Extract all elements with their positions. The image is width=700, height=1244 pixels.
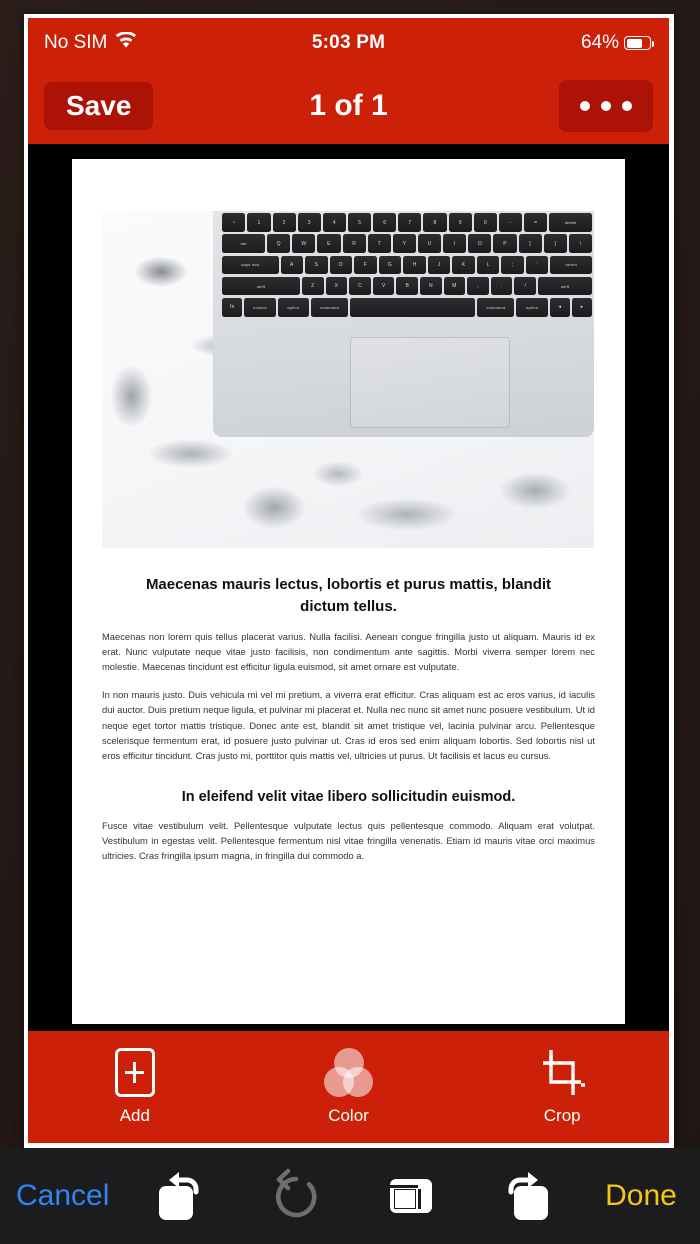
reset-rotation-icon <box>270 1167 322 1226</box>
color-filter-icon <box>324 1048 373 1097</box>
keyboard-row <box>222 277 592 296</box>
key: L <box>477 256 500 275</box>
key: K <box>452 256 475 275</box>
keyboard-row <box>222 213 592 232</box>
key: shift <box>538 277 592 296</box>
keyboard-row <box>222 234 592 253</box>
keyboard-row <box>222 256 592 275</box>
ellipsis-icon-dot <box>622 101 632 111</box>
key: 7 <box>398 213 421 232</box>
document-paragraph-1: Maecenas non lorem quis tellus placerat varius. Nulla facilisi. Aenean congue fringilla justo ut aliquam. Mauris id ex erat. Nunc vulputate neque vitae justo facilisis, non condimentum ante sagittis. Morbi viverra semper lorem nec molestie. Maecenas tincidunt est efficitur ligula euismod, sit amet ornare est vulputate. <box>102 630 595 672</box>
key: 2 <box>273 213 296 232</box>
rotate-left-button[interactable] <box>138 1161 224 1231</box>
page-counter-title: 1 of 1 <box>309 89 388 122</box>
key: P <box>493 234 516 253</box>
key: ▸ <box>572 298 592 317</box>
ellipsis-icon-dot <box>601 101 611 111</box>
key: return <box>550 256 592 275</box>
key: 4 <box>323 213 346 232</box>
crop-icon <box>539 1048 585 1097</box>
key: fn <box>222 298 242 317</box>
scanner-app-window <box>28 18 669 1143</box>
key: 6 <box>373 213 396 232</box>
key: command <box>311 298 348 317</box>
rotate-left-icon <box>153 1166 209 1227</box>
keyboard-row <box>222 298 592 317</box>
document-heading-2: In eleifend velit vitae libero sollicitudin euismod. <box>181 789 516 806</box>
done-label: Done <box>605 1179 677 1212</box>
status-bar <box>28 18 669 68</box>
status-bar-left <box>44 32 137 55</box>
key: H <box>403 256 426 275</box>
split-layout-icon <box>385 1169 437 1224</box>
key: ] <box>544 234 567 253</box>
key: 1 <box>247 213 270 232</box>
ellipsis-icon-dot <box>580 101 590 111</box>
cancel-button[interactable] <box>16 1161 109 1231</box>
document-paragraph-2: In non mauris justo. Duis vehicula mi vel mi pretium, a viverra erat efficitur. Cras aliquam est ac eros varius, id iaculis dui auctor. Duis pretium neque ligula, et pulvinar mi placerat et. Nulla nec nunc sit amet nunc posuere vestibulum. Ut id neque eget tortor mattis tristique. Donec ante est, blandit sit amet tristique vel, lacinia pulvinar arcu. Pellentesque scelerisque fermentum erat, id posuere justo pulvinar ut. Cras id eros sed enim aliquam lobortis. Sed lobortis nisl ut eros efficitur tincidunt. Cras justo mi, porttitor quis mattis vel, ultricies ut purus. Ut facilisis et lacus eu cursus. <box>102 689 595 762</box>
key: D <box>330 256 353 275</box>
key <box>350 298 475 317</box>
key: E <box>317 234 340 253</box>
document-heading-1: Maecenas mauris lectus, lobortis et purus mattis, blandit dictum tellus. <box>145 576 552 615</box>
reset-rotation-button[interactable] <box>253 1161 339 1231</box>
laptop-body <box>213 211 594 437</box>
key: delete <box>549 213 592 232</box>
battery-percent-label: 64% <box>580 32 619 53</box>
key: G <box>379 256 402 275</box>
key: ~ <box>222 213 245 232</box>
rotate-right-button[interactable] <box>483 1161 569 1231</box>
key: ; <box>501 256 524 275</box>
trackpad <box>350 337 510 427</box>
key: X <box>326 277 348 296</box>
key: control <box>244 298 275 317</box>
system-bottom-bar <box>0 1148 700 1244</box>
key: = <box>524 213 547 232</box>
key: 0 <box>474 213 497 232</box>
color-label: Color <box>328 1106 369 1125</box>
key: \ <box>569 234 592 253</box>
key: N <box>420 277 442 296</box>
key: Q <box>267 234 290 253</box>
key: F <box>354 256 377 275</box>
more-options-button[interactable] <box>559 80 653 132</box>
key: 5 <box>348 213 371 232</box>
key: S <box>305 256 328 275</box>
key: 8 <box>423 213 446 232</box>
keyboard-marble-photo <box>102 211 594 548</box>
key: U <box>418 234 441 253</box>
wifi-icon <box>115 32 137 55</box>
nav-bar <box>28 68 669 144</box>
key: [ <box>519 234 542 253</box>
key: W <box>292 234 315 253</box>
key: I <box>443 234 466 253</box>
add-page-button[interactable] <box>28 1048 242 1126</box>
color-button[interactable] <box>242 1048 456 1126</box>
key: option <box>516 298 547 317</box>
cancel-label: Cancel <box>16 1179 110 1212</box>
key: V <box>373 277 395 296</box>
key: O <box>468 234 491 253</box>
key: 9 <box>449 213 472 232</box>
key: J <box>428 256 451 275</box>
edit-toolbar <box>28 1031 669 1143</box>
key: C <box>349 277 371 296</box>
key: 3 <box>298 213 321 232</box>
battery-icon <box>624 36 651 50</box>
document-viewer[interactable] <box>28 144 669 1031</box>
key: shift <box>222 277 300 296</box>
save-button[interactable]: Save <box>44 82 153 129</box>
status-bar-right <box>581 32 651 54</box>
key: , <box>467 277 489 296</box>
key: ' <box>526 256 549 275</box>
key: command <box>477 298 514 317</box>
done-button[interactable] <box>598 1161 684 1231</box>
carrier-label: No SIM <box>44 32 108 53</box>
key: M <box>444 277 466 296</box>
key: T <box>368 234 391 253</box>
keyboard <box>222 213 592 317</box>
key: ◂ <box>550 298 570 317</box>
crop-label: Crop <box>543 1106 581 1125</box>
key: Z <box>302 277 324 296</box>
key: . <box>491 277 513 296</box>
add-page-label: Add <box>119 1106 150 1125</box>
crop-button[interactable] <box>455 1048 669 1126</box>
rotate-right-icon <box>498 1166 554 1227</box>
key: - <box>499 213 522 232</box>
key: B <box>396 277 418 296</box>
key: R <box>343 234 366 253</box>
key: / <box>514 277 536 296</box>
key: caps lock <box>222 256 278 275</box>
document-page[interactable] <box>72 159 625 1024</box>
key: option <box>278 298 309 317</box>
layout-button[interactable] <box>368 1161 454 1231</box>
status-bar-clock: 5:03 PM <box>311 32 386 53</box>
key: tab <box>222 234 265 253</box>
document-paragraph-3: Fusce vitae vestibulum velit. Pellentesque vulputate lectus quis pellentesque commodo. Aliquam erat volutpat. Vestibulum in egestas velit. Pellentesque fermentum nisl vitae fringilla venenatis. Etiam id mauris vitae orci maximus ultricies. Cras fringilla ipsum magna, in fringilla dui commodo a. <box>102 819 595 862</box>
key: Y <box>393 234 416 253</box>
add-page-icon <box>115 1048 155 1097</box>
key: A <box>281 256 304 275</box>
